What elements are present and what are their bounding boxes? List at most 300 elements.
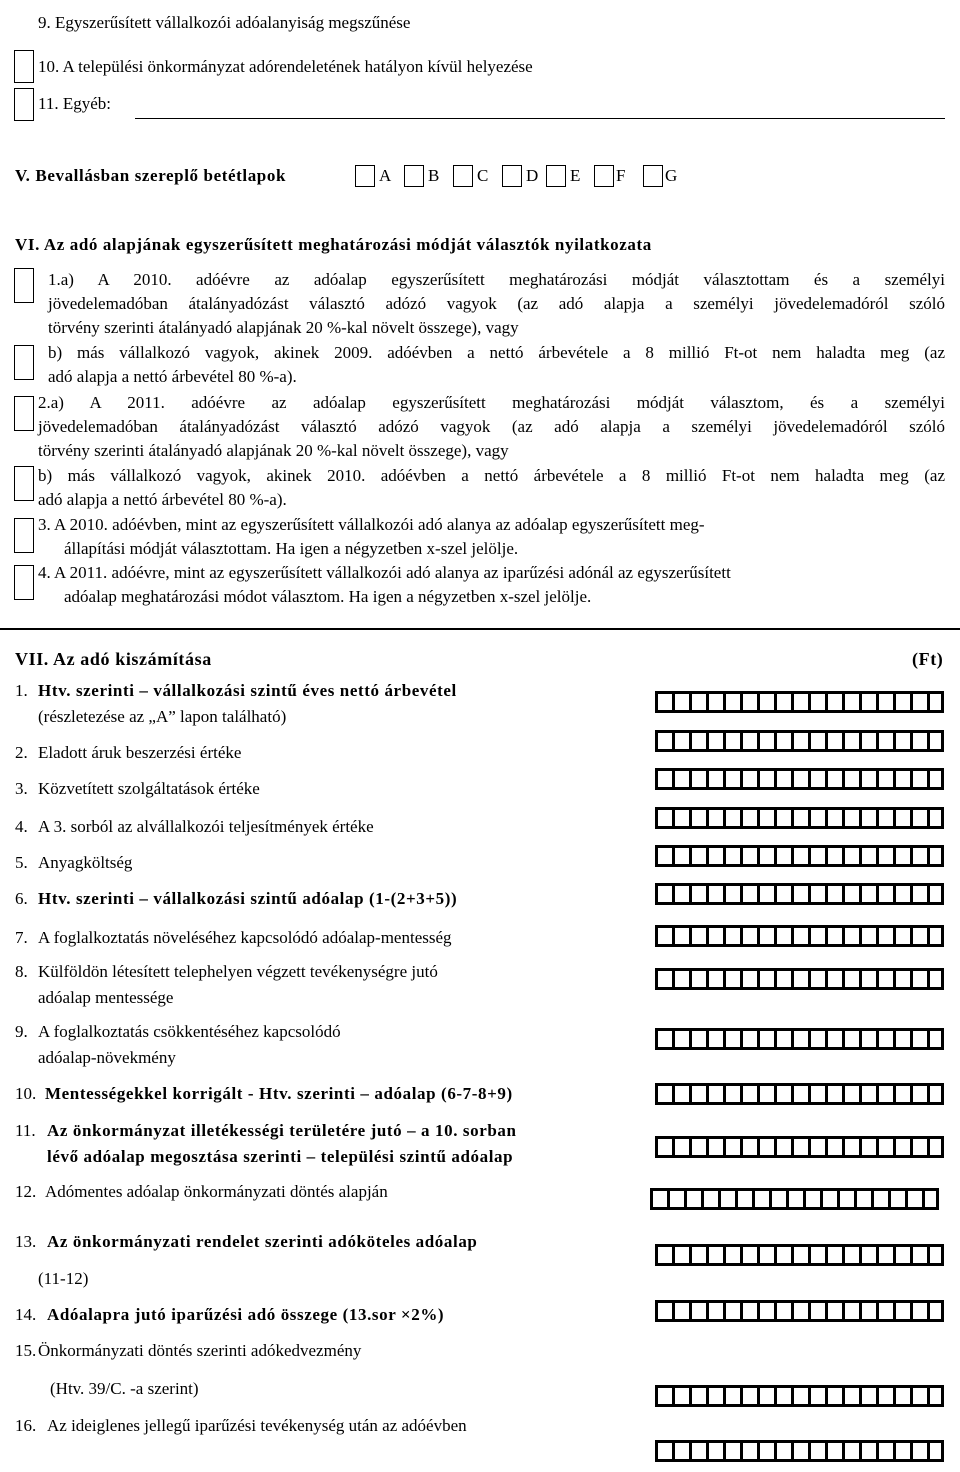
- digit-box[interactable]: [740, 1028, 757, 1050]
- row-4-amount-grid[interactable]: [655, 807, 944, 829]
- digit-box[interactable]: [701, 1188, 718, 1210]
- digit-box[interactable]: [808, 925, 825, 947]
- digit-box[interactable]: [927, 1385, 944, 1407]
- digit-box[interactable]: [910, 1028, 927, 1050]
- digit-box[interactable]: [655, 883, 672, 905]
- digit-box[interactable]: [825, 768, 842, 790]
- digit-box[interactable]: [774, 1300, 791, 1322]
- digit-box[interactable]: [672, 1028, 689, 1050]
- digit-box[interactable]: [655, 1136, 672, 1158]
- digit-box[interactable]: [910, 1244, 927, 1266]
- digit-box[interactable]: [723, 691, 740, 713]
- digit-box[interactable]: [859, 1300, 876, 1322]
- digit-box[interactable]: [871, 1188, 888, 1210]
- digit-box[interactable]: [740, 768, 757, 790]
- digit-box[interactable]: [876, 691, 893, 713]
- digit-box[interactable]: [718, 1188, 735, 1210]
- digit-box[interactable]: [655, 1440, 672, 1462]
- digit-box[interactable]: [910, 1300, 927, 1322]
- digit-box[interactable]: [723, 1136, 740, 1158]
- digit-box[interactable]: [689, 1028, 706, 1050]
- digit-box[interactable]: [791, 768, 808, 790]
- digit-box[interactable]: [706, 730, 723, 752]
- digit-box[interactable]: [672, 807, 689, 829]
- digit-box[interactable]: [905, 1188, 922, 1210]
- digit-box[interactable]: [927, 968, 944, 990]
- digit-box[interactable]: [859, 1440, 876, 1462]
- digit-box[interactable]: [774, 845, 791, 867]
- digit-box[interactable]: [910, 1440, 927, 1462]
- sheet-f-checkbox[interactable]: [594, 165, 614, 187]
- digit-box[interactable]: [723, 1083, 740, 1105]
- digit-box[interactable]: [655, 1083, 672, 1105]
- digit-box[interactable]: [876, 1440, 893, 1462]
- digit-box[interactable]: [893, 1136, 910, 1158]
- digit-box[interactable]: [655, 730, 672, 752]
- digit-box[interactable]: [672, 1244, 689, 1266]
- digit-box[interactable]: [876, 807, 893, 829]
- digit-box[interactable]: [672, 1440, 689, 1462]
- digit-box[interactable]: [893, 807, 910, 829]
- digit-box[interactable]: [893, 925, 910, 947]
- digit-box[interactable]: [791, 845, 808, 867]
- digit-box[interactable]: [774, 883, 791, 905]
- digit-box[interactable]: [672, 1385, 689, 1407]
- digit-box[interactable]: [757, 730, 774, 752]
- digit-box[interactable]: [723, 807, 740, 829]
- digit-box[interactable]: [893, 1083, 910, 1105]
- digit-box[interactable]: [774, 1028, 791, 1050]
- digit-box[interactable]: [825, 807, 842, 829]
- digit-box[interactable]: [791, 1136, 808, 1158]
- digit-box[interactable]: [876, 845, 893, 867]
- digit-box[interactable]: [842, 1083, 859, 1105]
- digit-box[interactable]: [774, 730, 791, 752]
- digit-box[interactable]: [774, 925, 791, 947]
- digit-box[interactable]: [876, 1136, 893, 1158]
- digit-box[interactable]: [820, 1188, 837, 1210]
- digit-box[interactable]: [757, 1028, 774, 1050]
- digit-box[interactable]: [706, 1136, 723, 1158]
- digit-box[interactable]: [893, 1028, 910, 1050]
- digit-box[interactable]: [837, 1188, 854, 1210]
- digit-box[interactable]: [774, 768, 791, 790]
- sheet-g-checkbox[interactable]: [643, 165, 663, 187]
- digit-box[interactable]: [876, 1300, 893, 1322]
- digit-box[interactable]: [893, 1385, 910, 1407]
- digit-box[interactable]: [672, 730, 689, 752]
- option-2a-checkbox[interactable]: [14, 396, 34, 431]
- digit-box[interactable]: [655, 968, 672, 990]
- digit-box[interactable]: [774, 1083, 791, 1105]
- option-1a-checkbox[interactable]: [14, 268, 34, 303]
- digit-box[interactable]: [689, 1385, 706, 1407]
- digit-box[interactable]: [825, 845, 842, 867]
- digit-box[interactable]: [876, 730, 893, 752]
- digit-box[interactable]: [825, 1440, 842, 1462]
- digit-box[interactable]: [655, 1244, 672, 1266]
- row-16-amount-grid[interactable]: [655, 1440, 944, 1462]
- digit-box[interactable]: [927, 883, 944, 905]
- digit-box[interactable]: [893, 691, 910, 713]
- digit-box[interactable]: [769, 1188, 786, 1210]
- digit-box[interactable]: [927, 1083, 944, 1105]
- digit-box[interactable]: [859, 845, 876, 867]
- digit-box[interactable]: [927, 845, 944, 867]
- sheet-a-checkbox[interactable]: [355, 165, 375, 187]
- digit-box[interactable]: [893, 1244, 910, 1266]
- digit-box[interactable]: [655, 925, 672, 947]
- option-2b-checkbox[interactable]: [14, 466, 34, 501]
- digit-box[interactable]: [757, 1136, 774, 1158]
- digit-box[interactable]: [825, 1244, 842, 1266]
- digit-box[interactable]: [910, 691, 927, 713]
- digit-box[interactable]: [655, 845, 672, 867]
- row-7-amount-grid[interactable]: [655, 925, 944, 947]
- digit-box[interactable]: [672, 1083, 689, 1105]
- digit-box[interactable]: [655, 768, 672, 790]
- digit-box[interactable]: [706, 1300, 723, 1322]
- digit-box[interactable]: [922, 1188, 939, 1210]
- digit-box[interactable]: [876, 768, 893, 790]
- digit-box[interactable]: [740, 730, 757, 752]
- row-3-amount-grid[interactable]: [655, 768, 944, 790]
- digit-box[interactable]: [808, 1440, 825, 1462]
- digit-box[interactable]: [888, 1188, 905, 1210]
- digit-box[interactable]: [808, 968, 825, 990]
- digit-box[interactable]: [825, 883, 842, 905]
- digit-box[interactable]: [825, 691, 842, 713]
- digit-box[interactable]: [808, 1083, 825, 1105]
- digit-box[interactable]: [876, 925, 893, 947]
- digit-box[interactable]: [672, 845, 689, 867]
- digit-box[interactable]: [706, 1385, 723, 1407]
- digit-box[interactable]: [791, 1028, 808, 1050]
- row-5-amount-grid[interactable]: [655, 845, 944, 867]
- digit-box[interactable]: [689, 1440, 706, 1462]
- digit-box[interactable]: [774, 1136, 791, 1158]
- digit-box[interactable]: [842, 730, 859, 752]
- digit-box[interactable]: [774, 807, 791, 829]
- row-9-amount-grid[interactable]: [655, 1028, 944, 1050]
- digit-box[interactable]: [842, 1440, 859, 1462]
- digit-box[interactable]: [740, 691, 757, 713]
- digit-box[interactable]: [672, 1136, 689, 1158]
- digit-box[interactable]: [672, 925, 689, 947]
- digit-box[interactable]: [893, 768, 910, 790]
- digit-box[interactable]: [927, 1300, 944, 1322]
- row-12-amount-grid[interactable]: [650, 1188, 939, 1210]
- digit-box[interactable]: [842, 1300, 859, 1322]
- digit-box[interactable]: [859, 1083, 876, 1105]
- digit-box[interactable]: [910, 925, 927, 947]
- digit-box[interactable]: [854, 1188, 871, 1210]
- digit-box[interactable]: [825, 925, 842, 947]
- digit-box[interactable]: [808, 730, 825, 752]
- digit-box[interactable]: [689, 1300, 706, 1322]
- digit-box[interactable]: [842, 1244, 859, 1266]
- digit-box[interactable]: [910, 1136, 927, 1158]
- digit-box[interactable]: [740, 1440, 757, 1462]
- digit-box[interactable]: [723, 925, 740, 947]
- digit-box[interactable]: [752, 1188, 769, 1210]
- item-11-checkbox[interactable]: [14, 88, 34, 121]
- digit-box[interactable]: [859, 730, 876, 752]
- digit-box[interactable]: [808, 1300, 825, 1322]
- digit-box[interactable]: [808, 1028, 825, 1050]
- digit-box[interactable]: [689, 768, 706, 790]
- digit-box[interactable]: [825, 1300, 842, 1322]
- digit-box[interactable]: [706, 968, 723, 990]
- row-11-amount-grid[interactable]: [655, 1136, 944, 1158]
- digit-box[interactable]: [825, 1136, 842, 1158]
- digit-box[interactable]: [689, 883, 706, 905]
- item-10-checkbox[interactable]: [14, 50, 34, 83]
- digit-box[interactable]: [655, 1300, 672, 1322]
- digit-box[interactable]: [757, 768, 774, 790]
- digit-box[interactable]: [740, 1136, 757, 1158]
- digit-box[interactable]: [723, 1440, 740, 1462]
- digit-box[interactable]: [876, 1083, 893, 1105]
- digit-box[interactable]: [757, 807, 774, 829]
- digit-box[interactable]: [757, 691, 774, 713]
- digit-box[interactable]: [859, 691, 876, 713]
- sheet-e-checkbox[interactable]: [546, 165, 566, 187]
- digit-box[interactable]: [757, 845, 774, 867]
- sheet-d-checkbox[interactable]: [502, 165, 522, 187]
- digit-box[interactable]: [927, 1136, 944, 1158]
- digit-box[interactable]: [706, 807, 723, 829]
- digit-box[interactable]: [723, 768, 740, 790]
- digit-box[interactable]: [876, 968, 893, 990]
- digit-box[interactable]: [842, 1385, 859, 1407]
- digit-box[interactable]: [791, 1440, 808, 1462]
- digit-box[interactable]: [808, 1136, 825, 1158]
- option-1b-checkbox[interactable]: [14, 345, 34, 380]
- digit-box[interactable]: [706, 845, 723, 867]
- digit-box[interactable]: [842, 883, 859, 905]
- row-10-amount-grid[interactable]: [655, 1083, 944, 1105]
- digit-box[interactable]: [825, 1028, 842, 1050]
- digit-box[interactable]: [808, 1385, 825, 1407]
- row-6-amount-grid[interactable]: [655, 883, 944, 905]
- digit-box[interactable]: [910, 807, 927, 829]
- digit-box[interactable]: [689, 1244, 706, 1266]
- digit-box[interactable]: [689, 730, 706, 752]
- digit-box[interactable]: [842, 925, 859, 947]
- digit-box[interactable]: [825, 1385, 842, 1407]
- digit-box[interactable]: [791, 807, 808, 829]
- digit-box[interactable]: [740, 845, 757, 867]
- digit-box[interactable]: [893, 883, 910, 905]
- digit-box[interactable]: [735, 1188, 752, 1210]
- digit-box[interactable]: [927, 1244, 944, 1266]
- digit-box[interactable]: [650, 1188, 667, 1210]
- digit-box[interactable]: [689, 1136, 706, 1158]
- digit-box[interactable]: [774, 1440, 791, 1462]
- other-input-line[interactable]: [135, 118, 945, 119]
- digit-box[interactable]: [791, 883, 808, 905]
- digit-box[interactable]: [723, 1300, 740, 1322]
- digit-box[interactable]: [655, 691, 672, 713]
- digit-box[interactable]: [740, 925, 757, 947]
- digit-box[interactable]: [757, 968, 774, 990]
- digit-box[interactable]: [910, 845, 927, 867]
- digit-box[interactable]: [927, 925, 944, 947]
- digit-box[interactable]: [791, 968, 808, 990]
- digit-box[interactable]: [706, 691, 723, 713]
- digit-box[interactable]: [723, 1385, 740, 1407]
- digit-box[interactable]: [808, 807, 825, 829]
- digit-box[interactable]: [910, 1385, 927, 1407]
- digit-box[interactable]: [893, 845, 910, 867]
- digit-box[interactable]: [859, 1028, 876, 1050]
- digit-box[interactable]: [842, 1136, 859, 1158]
- row-1-amount-grid[interactable]: [655, 691, 944, 713]
- digit-box[interactable]: [927, 730, 944, 752]
- digit-box[interactable]: [706, 1083, 723, 1105]
- digit-box[interactable]: [689, 968, 706, 990]
- digit-box[interactable]: [791, 1083, 808, 1105]
- digit-box[interactable]: [842, 845, 859, 867]
- digit-box[interactable]: [706, 1244, 723, 1266]
- digit-box[interactable]: [672, 968, 689, 990]
- digit-box[interactable]: [667, 1188, 684, 1210]
- digit-box[interactable]: [672, 883, 689, 905]
- digit-box[interactable]: [893, 1440, 910, 1462]
- digit-box[interactable]: [757, 1244, 774, 1266]
- digit-box[interactable]: [876, 1028, 893, 1050]
- digit-box[interactable]: [655, 1028, 672, 1050]
- digit-box[interactable]: [842, 1028, 859, 1050]
- digit-box[interactable]: [842, 807, 859, 829]
- digit-box[interactable]: [791, 691, 808, 713]
- digit-box[interactable]: [893, 968, 910, 990]
- digit-box[interactable]: [910, 968, 927, 990]
- row-15-amount-grid[interactable]: [655, 1385, 944, 1407]
- digit-box[interactable]: [689, 691, 706, 713]
- digit-box[interactable]: [740, 968, 757, 990]
- digit-box[interactable]: [723, 1028, 740, 1050]
- digit-box[interactable]: [859, 1385, 876, 1407]
- digit-box[interactable]: [876, 883, 893, 905]
- digit-box[interactable]: [791, 1300, 808, 1322]
- digit-box[interactable]: [791, 1385, 808, 1407]
- digit-box[interactable]: [825, 730, 842, 752]
- digit-box[interactable]: [689, 845, 706, 867]
- digit-box[interactable]: [684, 1188, 701, 1210]
- digit-box[interactable]: [808, 1244, 825, 1266]
- digit-box[interactable]: [910, 730, 927, 752]
- digit-box[interactable]: [859, 768, 876, 790]
- digit-box[interactable]: [791, 1244, 808, 1266]
- digit-box[interactable]: [774, 968, 791, 990]
- digit-box[interactable]: [672, 768, 689, 790]
- digit-box[interactable]: [910, 883, 927, 905]
- option-3-checkbox[interactable]: [14, 518, 34, 553]
- digit-box[interactable]: [927, 1028, 944, 1050]
- digit-box[interactable]: [791, 730, 808, 752]
- digit-box[interactable]: [757, 1385, 774, 1407]
- digit-box[interactable]: [808, 768, 825, 790]
- digit-box[interactable]: [774, 1244, 791, 1266]
- digit-box[interactable]: [689, 925, 706, 947]
- digit-box[interactable]: [689, 1083, 706, 1105]
- digit-box[interactable]: [757, 925, 774, 947]
- digit-box[interactable]: [927, 807, 944, 829]
- digit-box[interactable]: [786, 1188, 803, 1210]
- digit-box[interactable]: [740, 1385, 757, 1407]
- digit-box[interactable]: [803, 1188, 820, 1210]
- digit-box[interactable]: [740, 807, 757, 829]
- digit-box[interactable]: [706, 883, 723, 905]
- digit-box[interactable]: [910, 1083, 927, 1105]
- sheet-b-checkbox[interactable]: [404, 165, 424, 187]
- digit-box[interactable]: [859, 925, 876, 947]
- digit-box[interactable]: [740, 883, 757, 905]
- row-13-amount-grid[interactable]: [655, 1244, 944, 1266]
- digit-box[interactable]: [842, 691, 859, 713]
- digit-box[interactable]: [655, 1385, 672, 1407]
- digit-box[interactable]: [808, 691, 825, 713]
- digit-box[interactable]: [859, 883, 876, 905]
- digit-box[interactable]: [672, 691, 689, 713]
- digit-box[interactable]: [655, 807, 672, 829]
- digit-box[interactable]: [859, 807, 876, 829]
- digit-box[interactable]: [927, 691, 944, 713]
- digit-box[interactable]: [910, 768, 927, 790]
- digit-box[interactable]: [876, 1385, 893, 1407]
- digit-box[interactable]: [723, 730, 740, 752]
- digit-box[interactable]: [927, 768, 944, 790]
- digit-box[interactable]: [723, 968, 740, 990]
- row-8-amount-grid[interactable]: [655, 968, 944, 990]
- digit-box[interactable]: [825, 1083, 842, 1105]
- digit-box[interactable]: [757, 1300, 774, 1322]
- digit-box[interactable]: [842, 768, 859, 790]
- digit-box[interactable]: [723, 1244, 740, 1266]
- row-2-amount-grid[interactable]: [655, 730, 944, 752]
- digit-box[interactable]: [689, 807, 706, 829]
- digit-box[interactable]: [859, 968, 876, 990]
- digit-box[interactable]: [706, 925, 723, 947]
- digit-box[interactable]: [740, 1300, 757, 1322]
- option-4-checkbox[interactable]: [14, 565, 34, 600]
- digit-box[interactable]: [740, 1083, 757, 1105]
- digit-box[interactable]: [706, 1028, 723, 1050]
- digit-box[interactable]: [859, 1244, 876, 1266]
- digit-box[interactable]: [859, 1136, 876, 1158]
- digit-box[interactable]: [791, 925, 808, 947]
- digit-box[interactable]: [723, 845, 740, 867]
- digit-box[interactable]: [757, 1440, 774, 1462]
- digit-box[interactable]: [893, 1300, 910, 1322]
- digit-box[interactable]: [808, 883, 825, 905]
- digit-box[interactable]: [740, 1244, 757, 1266]
- digit-box[interactable]: [808, 845, 825, 867]
- digit-box[interactable]: [672, 1300, 689, 1322]
- digit-box[interactable]: [927, 1440, 944, 1462]
- digit-box[interactable]: [893, 730, 910, 752]
- digit-box[interactable]: [723, 883, 740, 905]
- digit-box[interactable]: [842, 968, 859, 990]
- digit-box[interactable]: [825, 968, 842, 990]
- digit-box[interactable]: [706, 1440, 723, 1462]
- digit-box[interactable]: [774, 691, 791, 713]
- row-14-amount-grid[interactable]: [655, 1300, 944, 1322]
- sheet-c-checkbox[interactable]: [453, 165, 473, 187]
- digit-box[interactable]: [757, 883, 774, 905]
